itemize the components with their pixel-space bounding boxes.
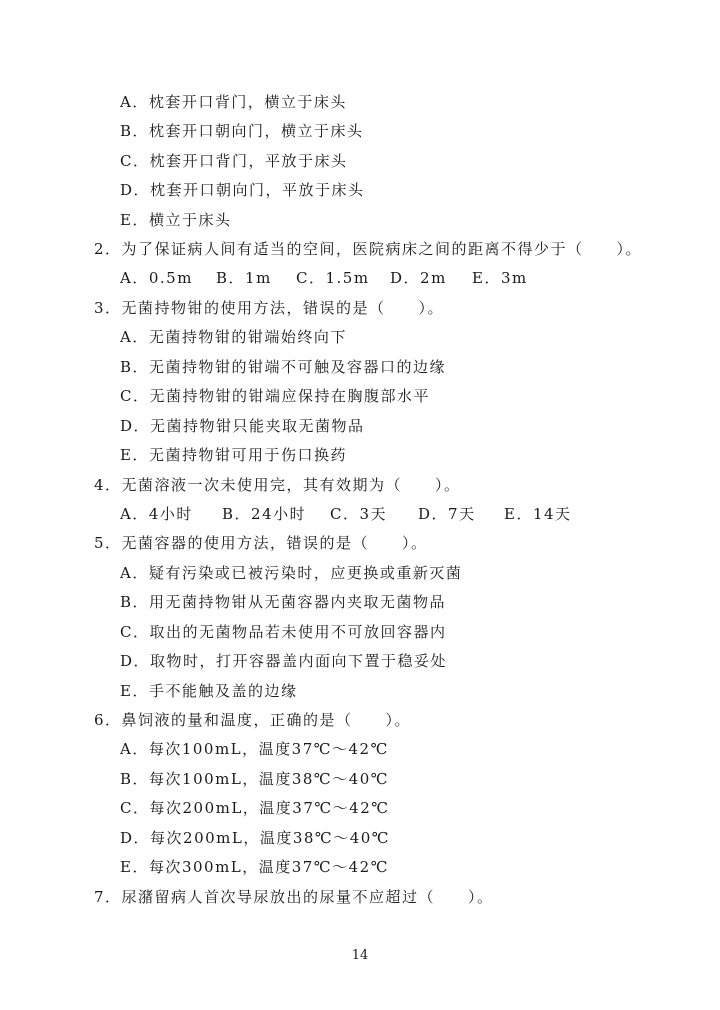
q2-option-d: D．2m — [390, 269, 447, 287]
q5-option-c: C．取出的无菌物品若未使用不可放回容器内 — [120, 623, 447, 641]
page-number: 14 — [351, 948, 369, 963]
q3-stem: 3．无菌持物钳的使用方法，错误的是（ ）。 — [94, 299, 445, 317]
q2-option-e: E．3m — [472, 269, 528, 287]
q6-option-d: D．每次200mL，温度38℃～40℃ — [120, 829, 391, 847]
q3-option-e: E．无菌持物钳可用于伤口换药 — [120, 446, 347, 464]
q5-option-b: B．用无菌持物钳从无菌容器内夹取无菌物品 — [120, 593, 447, 611]
q1-option-d: D．枕套开口朝向门，平放于床头 — [120, 181, 365, 199]
q5-option-d: D．取物时，打开容器盖内面向下置于稳妥处 — [120, 652, 448, 670]
q1-option-a: A．枕套开口背门，横立于床头 — [120, 93, 347, 111]
q6-option-b: B．每次100mL，温度38℃～40℃ — [120, 770, 390, 788]
q7-stem: 7．尿潴留病人首次导尿放出的尿量不应超过（ ）。 — [94, 888, 494, 906]
q6-option-e: E．每次300mL，温度37℃～42℃ — [120, 858, 389, 876]
q4-option-e: E．14天 — [504, 505, 572, 523]
q2-option-a: A．0.5m — [120, 269, 193, 287]
q5-option-e: E．手不能触及盖的边缘 — [120, 682, 298, 700]
q4-option-d: D．7天 — [418, 505, 476, 523]
q4-option-a: A．4小时 — [120, 505, 193, 523]
q1-option-c: C．枕套开口背门，平放于床头 — [120, 152, 348, 170]
q3-option-c: C．无菌持物钳的钳端应保持在胸腹部水平 — [120, 387, 430, 405]
q6-option-c: C．每次200mL，温度37℃～42℃ — [120, 799, 390, 817]
q4-option-b: B．24小时 — [222, 505, 307, 523]
q2-stem: 2．为了保证病人间有适当的空间，医院病床之间的距离不得少于（ ）。 — [94, 240, 643, 258]
q6-stem: 6．鼻饲液的量和温度，正确的是（ ）。 — [94, 711, 412, 729]
q1-option-b: B．枕套开口朝向门，横立于床头 — [120, 122, 364, 140]
q6-option-a: A．每次100mL，温度37℃～42℃ — [120, 740, 389, 758]
q3-option-b: B．无菌持物钳的钳端不可触及容器口的边缘 — [120, 358, 447, 376]
q3-option-d: D．无菌持物钳只能夹取无菌物品 — [120, 417, 365, 435]
q4-stem: 4．无菌溶液一次未使用完，其有效期为（ ）。 — [94, 476, 461, 494]
q5-option-a: A．疑有污染或已被污染时，应更换或重新灭菌 — [120, 564, 463, 582]
q1-option-e: E．横立于床头 — [120, 211, 232, 229]
q3-option-a: A．无菌持物钳的钳端始终向下 — [120, 328, 347, 346]
q2-option-c: C．1.5m — [296, 269, 370, 287]
q2-option-b: B．1m — [216, 269, 272, 287]
q4-option-c: C．3天 — [330, 505, 388, 523]
q5-stem: 5．无菌容器的使用方法，错误的是（ ）。 — [94, 534, 428, 552]
